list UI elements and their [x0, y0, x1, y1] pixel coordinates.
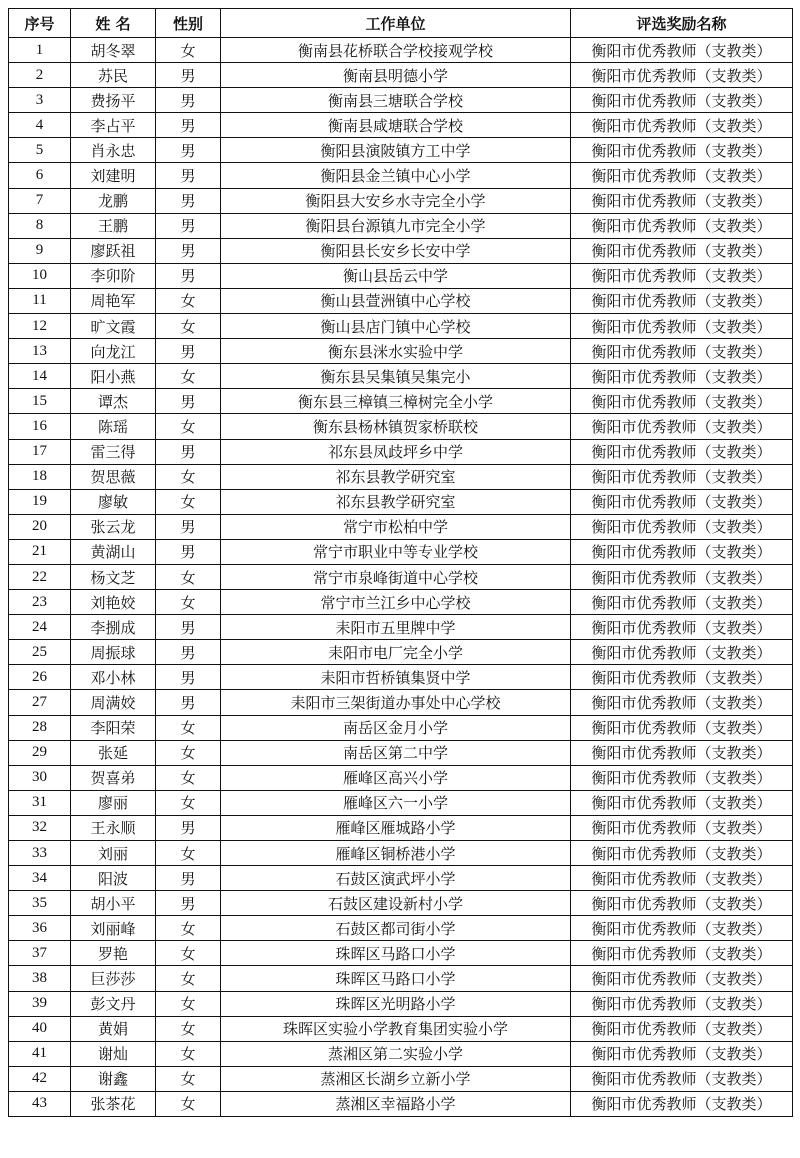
cell-award: 衡阳市优秀教师（支教类）: [571, 790, 793, 815]
cell-unit: 衡东县洣水实验中学: [221, 339, 571, 364]
cell-unit: 常宁市兰江乡中心学校: [221, 590, 571, 615]
cell-award: 衡阳市优秀教师（支教类）: [571, 615, 793, 640]
cell-award: 衡阳市优秀教师（支教类）: [571, 916, 793, 941]
cell-no: 37: [9, 941, 71, 966]
table-header: [9, 9, 793, 38]
table-row: [9, 665, 793, 690]
cell-name: 王鹏: [71, 213, 156, 238]
cell-gender: 女: [156, 1041, 221, 1066]
cell-unit: 衡东县杨林镇贺家桥联校: [221, 414, 571, 439]
cell-gender: 男: [156, 514, 221, 539]
cell-unit: 衡南县咸塘联合学校: [221, 113, 571, 138]
cell-unit: 蒸湘区第二实验小学: [221, 1041, 571, 1066]
cell-award: 衡阳市优秀教师（支教类）: [571, 88, 793, 113]
cell-unit: 衡山县萱洲镇中心学校: [221, 288, 571, 313]
cell-name: 黄湖山: [71, 539, 156, 564]
cell-unit: 珠晖区实验小学教育集团实验小学: [221, 1016, 571, 1041]
cell-name: 王永顺: [71, 815, 156, 840]
cell-name: 刘丽: [71, 841, 156, 866]
table-row: [9, 163, 793, 188]
cell-award: 衡阳市优秀教师（支教类）: [571, 1091, 793, 1116]
cell-award: 衡阳市优秀教师（支教类）: [571, 640, 793, 665]
cell-name: 李阳荣: [71, 715, 156, 740]
table-row: [9, 238, 793, 263]
cell-name: 张延: [71, 740, 156, 765]
cell-name: 贺喜弟: [71, 765, 156, 790]
cell-unit: 耒阳市三架街道办事处中心学校: [221, 690, 571, 715]
cell-gender: 女: [156, 790, 221, 815]
cell-name: 李占平: [71, 113, 156, 138]
cell-no: 6: [9, 163, 71, 188]
cell-gender: 男: [156, 665, 221, 690]
table-row: [9, 1066, 793, 1091]
cell-no: 21: [9, 539, 71, 564]
cell-unit: 雁峰区雁城路小学: [221, 815, 571, 840]
cell-award: 衡阳市优秀教师（支教类）: [571, 314, 793, 339]
cell-award: 衡阳市优秀教师（支教类）: [571, 188, 793, 213]
cell-no: 9: [9, 238, 71, 263]
cell-unit: 衡南县花桥联合学校接观学校: [221, 38, 571, 63]
cell-no: 12: [9, 314, 71, 339]
cell-unit: 蒸湘区长湖乡立新小学: [221, 1066, 571, 1091]
cell-unit: 珠晖区光明路小学: [221, 991, 571, 1016]
cell-name: 刘丽峰: [71, 916, 156, 941]
cell-unit: 雁峰区高兴小学: [221, 765, 571, 790]
cell-award: 衡阳市优秀教师（支教类）: [571, 866, 793, 891]
cell-award: 衡阳市优秀教师（支教类）: [571, 288, 793, 313]
table-row: [9, 841, 793, 866]
cell-gender: 男: [156, 690, 221, 715]
cell-unit: 耒阳市五里牌中学: [221, 615, 571, 640]
cell-unit: 衡南县三塘联合学校: [221, 88, 571, 113]
cell-no: 29: [9, 740, 71, 765]
cell-unit: 珠晖区马路口小学: [221, 941, 571, 966]
cell-award: 衡阳市优秀教师（支教类）: [571, 539, 793, 564]
cell-unit: 祁东县教学研究室: [221, 489, 571, 514]
header-row: [9, 9, 793, 38]
cell-name: 邓小林: [71, 665, 156, 690]
cell-no: 32: [9, 815, 71, 840]
cell-unit: 衡阳县金兰镇中心小学: [221, 163, 571, 188]
cell-name: 费扬平: [71, 88, 156, 113]
cell-award: 衡阳市优秀教师（支教类）: [571, 765, 793, 790]
award-list-sheet: [8, 8, 792, 1117]
cell-gender: 女: [156, 715, 221, 740]
cell-award: 衡阳市优秀教师（支教类）: [571, 464, 793, 489]
cell-unit: 耒阳市哲桥镇集贤中学: [221, 665, 571, 690]
cell-unit: 常宁市职业中等专业学校: [221, 539, 571, 564]
cell-award: 衡阳市优秀教师（支教类）: [571, 665, 793, 690]
cell-gender: 男: [156, 439, 221, 464]
cell-gender: 男: [156, 138, 221, 163]
cell-name: 阳波: [71, 866, 156, 891]
cell-no: 17: [9, 439, 71, 464]
table-row: [9, 63, 793, 88]
cell-no: 43: [9, 1091, 71, 1116]
cell-award: 衡阳市优秀教师（支教类）: [571, 113, 793, 138]
header-no: 序号: [9, 9, 71, 38]
cell-unit: 南岳区金月小学: [221, 715, 571, 740]
cell-gender: 女: [156, 1016, 221, 1041]
table-row: [9, 88, 793, 113]
cell-no: 10: [9, 263, 71, 288]
table-row: [9, 615, 793, 640]
table-row: [9, 389, 793, 414]
cell-name: 谢灿: [71, 1041, 156, 1066]
cell-name: 贺思薇: [71, 464, 156, 489]
cell-name: 张云龙: [71, 514, 156, 539]
cell-name: 张茶花: [71, 1091, 156, 1116]
cell-no: 40: [9, 1016, 71, 1041]
cell-award: 衡阳市优秀教师（支教类）: [571, 439, 793, 464]
table-row: [9, 866, 793, 891]
cell-no: 28: [9, 715, 71, 740]
header-gender: 性别: [156, 9, 221, 38]
cell-gender: 女: [156, 966, 221, 991]
cell-unit: 常宁市松柏中学: [221, 514, 571, 539]
cell-no: 34: [9, 866, 71, 891]
table-row: [9, 288, 793, 313]
cell-no: 25: [9, 640, 71, 665]
table-row: [9, 765, 793, 790]
cell-gender: 女: [156, 1066, 221, 1091]
cell-award: 衡阳市优秀教师（支教类）: [571, 138, 793, 163]
cell-gender: 女: [156, 765, 221, 790]
cell-no: 38: [9, 966, 71, 991]
cell-gender: 女: [156, 916, 221, 941]
cell-name: 杨文芝: [71, 564, 156, 589]
cell-award: 衡阳市优秀教师（支教类）: [571, 213, 793, 238]
cell-gender: 男: [156, 640, 221, 665]
cell-award: 衡阳市优秀教师（支教类）: [571, 489, 793, 514]
table-row: [9, 464, 793, 489]
table-row: [9, 1016, 793, 1041]
cell-gender: 男: [156, 263, 221, 288]
cell-unit: 衡阳县演陂镇方工中学: [221, 138, 571, 163]
cell-name: 周艳军: [71, 288, 156, 313]
cell-award: 衡阳市优秀教师（支教类）: [571, 740, 793, 765]
cell-name: 胡冬翠: [71, 38, 156, 63]
cell-gender: 女: [156, 38, 221, 63]
cell-no: 1: [9, 38, 71, 63]
table-row: [9, 640, 793, 665]
header-award: 评选奖励名称: [571, 9, 793, 38]
cell-award: 衡阳市优秀教师（支教类）: [571, 991, 793, 1016]
cell-unit: 石鼓区都司街小学: [221, 916, 571, 941]
cell-no: 41: [9, 1041, 71, 1066]
table-row: [9, 439, 793, 464]
cell-unit: 耒阳市电厂完全小学: [221, 640, 571, 665]
cell-no: 33: [9, 841, 71, 866]
cell-unit: 衡阳县大安乡水寺完全小学: [221, 188, 571, 213]
cell-award: 衡阳市优秀教师（支教类）: [571, 1066, 793, 1091]
cell-no: 31: [9, 790, 71, 815]
cell-gender: 男: [156, 389, 221, 414]
cell-no: 3: [9, 88, 71, 113]
cell-name: 胡小平: [71, 891, 156, 916]
cell-name: 苏民: [71, 63, 156, 88]
cell-no: 11: [9, 288, 71, 313]
cell-no: 7: [9, 188, 71, 213]
cell-name: 雷三得: [71, 439, 156, 464]
cell-award: 衡阳市优秀教师（支教类）: [571, 815, 793, 840]
cell-name: 彭文丹: [71, 991, 156, 1016]
cell-award: 衡阳市优秀教师（支教类）: [571, 891, 793, 916]
cell-gender: 女: [156, 464, 221, 489]
cell-no: 35: [9, 891, 71, 916]
cell-unit: 雁峰区铜桥港小学: [221, 841, 571, 866]
cell-unit: 衡阳县长安乡长安中学: [221, 238, 571, 263]
table-row: [9, 740, 793, 765]
cell-name: 周振球: [71, 640, 156, 665]
cell-name: 廖敏: [71, 489, 156, 514]
cell-award: 衡阳市优秀教师（支教类）: [571, 163, 793, 188]
cell-award: 衡阳市优秀教师（支教类）: [571, 238, 793, 263]
cell-unit: 南岳区第二中学: [221, 740, 571, 765]
cell-unit: 蒸湘区幸福路小学: [221, 1091, 571, 1116]
header-unit: 工作单位: [221, 9, 571, 38]
cell-gender: 男: [156, 113, 221, 138]
table-row: [9, 564, 793, 589]
cell-gender: 女: [156, 841, 221, 866]
cell-award: 衡阳市优秀教师（支教类）: [571, 38, 793, 63]
cell-no: 24: [9, 615, 71, 640]
cell-unit: 衡东县三樟镇三樟树完全小学: [221, 389, 571, 414]
cell-no: 19: [9, 489, 71, 514]
cell-unit: 衡山县店门镇中心学校: [221, 314, 571, 339]
cell-award: 衡阳市优秀教师（支教类）: [571, 690, 793, 715]
cell-unit: 衡南县明德小学: [221, 63, 571, 88]
cell-name: 李捌成: [71, 615, 156, 640]
cell-no: 5: [9, 138, 71, 163]
cell-name: 李卯阶: [71, 263, 156, 288]
cell-name: 谭杰: [71, 389, 156, 414]
table-row: [9, 590, 793, 615]
cell-gender: 女: [156, 414, 221, 439]
cell-unit: 珠晖区马路口小学: [221, 966, 571, 991]
cell-gender: 女: [156, 590, 221, 615]
table-row: [9, 339, 793, 364]
cell-name: 刘艳姣: [71, 590, 156, 615]
cell-no: 22: [9, 564, 71, 589]
table-row: [9, 991, 793, 1016]
cell-no: 26: [9, 665, 71, 690]
cell-unit: 常宁市泉峰街道中心学校: [221, 564, 571, 589]
cell-gender: 男: [156, 339, 221, 364]
cell-unit: 祁东县凤歧坪乡中学: [221, 439, 571, 464]
cell-name: 巨莎莎: [71, 966, 156, 991]
cell-gender: 女: [156, 288, 221, 313]
table-row: [9, 364, 793, 389]
table-row: [9, 314, 793, 339]
cell-gender: 男: [156, 238, 221, 263]
cell-name: 黄娟: [71, 1016, 156, 1041]
table-row: [9, 38, 793, 63]
cell-no: 14: [9, 364, 71, 389]
cell-award: 衡阳市优秀教师（支教类）: [571, 63, 793, 88]
cell-gender: 女: [156, 740, 221, 765]
cell-unit: 衡阳县台源镇九市完全小学: [221, 213, 571, 238]
cell-name: 肖永忠: [71, 138, 156, 163]
table-row: [9, 715, 793, 740]
table-row: [9, 1041, 793, 1066]
cell-no: 2: [9, 63, 71, 88]
cell-gender: 男: [156, 891, 221, 916]
table-body: [9, 38, 793, 1117]
cell-name: 阳小燕: [71, 364, 156, 389]
cell-gender: 女: [156, 314, 221, 339]
cell-no: 18: [9, 464, 71, 489]
cell-gender: 女: [156, 564, 221, 589]
cell-award: 衡阳市优秀教师（支教类）: [571, 941, 793, 966]
cell-no: 16: [9, 414, 71, 439]
cell-no: 8: [9, 213, 71, 238]
cell-award: 衡阳市优秀教师（支教类）: [571, 389, 793, 414]
cell-gender: 男: [156, 213, 221, 238]
cell-no: 13: [9, 339, 71, 364]
cell-unit: 雁峰区六一小学: [221, 790, 571, 815]
table-row: [9, 113, 793, 138]
cell-no: 42: [9, 1066, 71, 1091]
cell-gender: 男: [156, 163, 221, 188]
cell-award: 衡阳市优秀教师（支教类）: [571, 364, 793, 389]
cell-award: 衡阳市优秀教师（支教类）: [571, 841, 793, 866]
cell-award: 衡阳市优秀教师（支教类）: [571, 339, 793, 364]
cell-award: 衡阳市优秀教师（支教类）: [571, 263, 793, 288]
cell-name: 向龙江: [71, 339, 156, 364]
cell-name: 旷文霞: [71, 314, 156, 339]
table-row: [9, 213, 793, 238]
table-row: [9, 138, 793, 163]
cell-award: 衡阳市优秀教师（支教类）: [571, 966, 793, 991]
cell-name: 廖跃祖: [71, 238, 156, 263]
table-row: [9, 891, 793, 916]
cell-no: 15: [9, 389, 71, 414]
cell-no: 30: [9, 765, 71, 790]
cell-gender: 女: [156, 1091, 221, 1116]
cell-award: 衡阳市优秀教师（支教类）: [571, 1041, 793, 1066]
header-name: 姓 名: [71, 9, 156, 38]
cell-no: 20: [9, 514, 71, 539]
cell-no: 23: [9, 590, 71, 615]
cell-no: 27: [9, 690, 71, 715]
cell-gender: 女: [156, 364, 221, 389]
cell-award: 衡阳市优秀教师（支教类）: [571, 590, 793, 615]
cell-gender: 女: [156, 991, 221, 1016]
cell-award: 衡阳市优秀教师（支教类）: [571, 564, 793, 589]
table-row: [9, 414, 793, 439]
cell-name: 龙鹏: [71, 188, 156, 213]
cell-gender: 男: [156, 615, 221, 640]
table-row: [9, 690, 793, 715]
cell-gender: 男: [156, 815, 221, 840]
cell-unit: 石鼓区演武坪小学: [221, 866, 571, 891]
cell-award: 衡阳市优秀教师（支教类）: [571, 715, 793, 740]
table-row: [9, 966, 793, 991]
cell-unit: 衡东县吴集镇吴集完小: [221, 364, 571, 389]
cell-gender: 男: [156, 188, 221, 213]
table-row: [9, 790, 793, 815]
cell-gender: 男: [156, 539, 221, 564]
table-row: [9, 941, 793, 966]
table-row: [9, 489, 793, 514]
cell-name: 罗艳: [71, 941, 156, 966]
cell-no: 36: [9, 916, 71, 941]
cell-name: 廖丽: [71, 790, 156, 815]
cell-no: 4: [9, 113, 71, 138]
table-row: [9, 188, 793, 213]
cell-gender: 女: [156, 941, 221, 966]
table-row: [9, 263, 793, 288]
award-table: [8, 8, 793, 1117]
cell-unit: 衡山县岳云中学: [221, 263, 571, 288]
cell-name: 刘建明: [71, 163, 156, 188]
cell-award: 衡阳市优秀教师（支教类）: [571, 414, 793, 439]
table-row: [9, 1091, 793, 1116]
cell-award: 衡阳市优秀教师（支教类）: [571, 1016, 793, 1041]
cell-gender: 男: [156, 88, 221, 113]
cell-award: 衡阳市优秀教师（支教类）: [571, 514, 793, 539]
cell-unit: 石鼓区建设新村小学: [221, 891, 571, 916]
cell-gender: 女: [156, 489, 221, 514]
table-row: [9, 539, 793, 564]
cell-unit: 祁东县教学研究室: [221, 464, 571, 489]
table-row: [9, 514, 793, 539]
cell-name: 陈瑶: [71, 414, 156, 439]
cell-name: 谢鑫: [71, 1066, 156, 1091]
cell-name: 周满姣: [71, 690, 156, 715]
table-row: [9, 916, 793, 941]
table-row: [9, 815, 793, 840]
cell-gender: 男: [156, 63, 221, 88]
cell-no: 39: [9, 991, 71, 1016]
cell-gender: 男: [156, 866, 221, 891]
